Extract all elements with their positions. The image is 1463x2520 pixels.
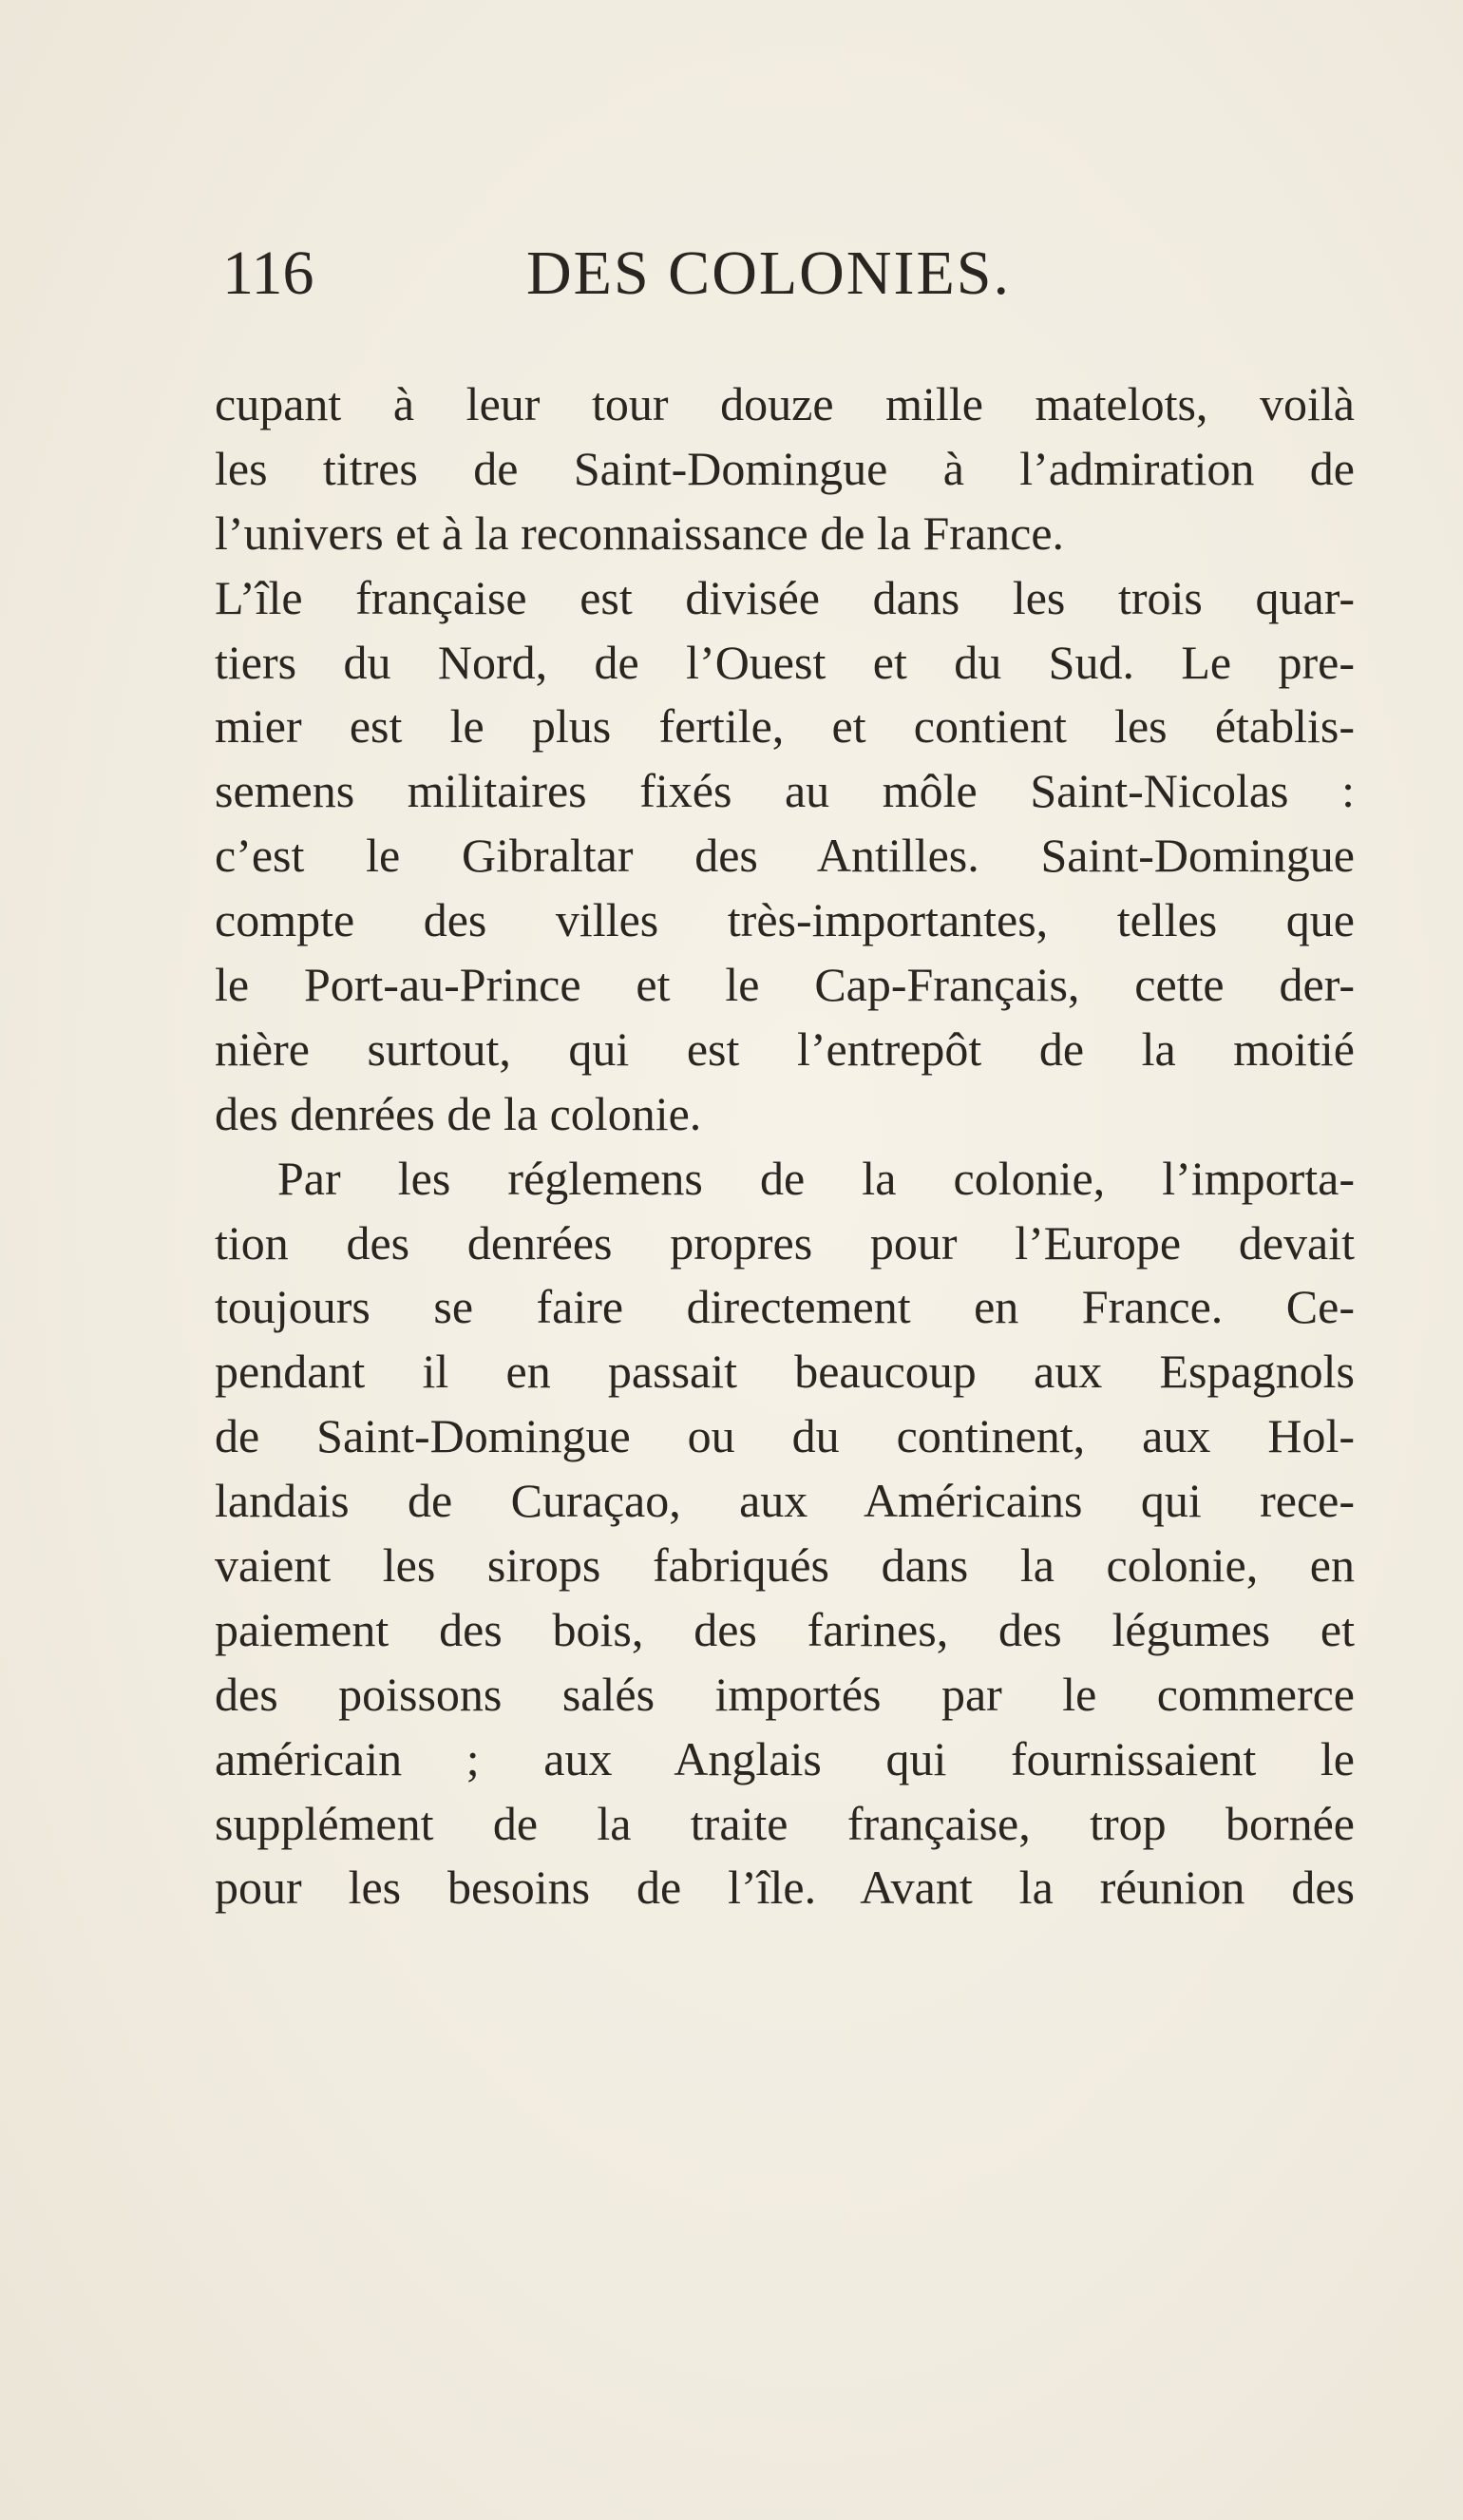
text-line: compte des villes très-importantes, telles que [215,893,1355,947]
text-line: paiement des bois, des farines, des légumes et [215,1602,1355,1656]
text-line: landais de Curaçao, aux Américains qui rece- [215,1474,1355,1528]
text-line: supplément de la traite française, trop bornée [215,1796,1355,1850]
text-line: l’univers et à la reconnaissance de la France. [215,506,1065,560]
running-title: DES COLONIES. [526,239,1012,308]
text-line: mier est le plus fertile, et contient les établis- [215,699,1355,754]
text-line: américain ; aux Anglais qui fournissaient le [215,1731,1355,1785]
text-line: pendant il en passait beaucoup aux Espagnols [215,1345,1355,1399]
text-line: toujours se faire directement en France. Ce- [215,1280,1355,1334]
text-line: L’île française est divisée dans les trois quar- [215,570,1355,624]
page-header [222,236,1286,312]
text-line: des poissons salés importés par le commerce [215,1667,1355,1721]
text-line: Par les réglemens de la colonie, l’importa- [277,1151,1355,1205]
text-line: le Port-au-Prince et le Cap-Français, cette der- [215,958,1355,1012]
text-line: tiers du Nord, de l’Ouest et du Sud. Le pre- [215,635,1355,689]
page-number: 116 [222,239,314,308]
body-text [215,372,1355,1920]
text-line: tion des denrées propres pour l’Europe devait [215,1215,1355,1270]
text-line: des denrées de la colonie. [215,1086,702,1140]
text-line: semens militaires fixés au môle Saint-Nicolas : [215,764,1355,818]
text-line: c’est le Gibraltar des Antilles. Saint-Domingue [215,829,1355,883]
text-line: pour les besoins de l’île. Avant la réunion des [215,1861,1355,1915]
text-line: cupant à leur tour douze mille matelots, voilà [215,377,1355,430]
text-line: de Saint-Domingue ou du continent, aux Hol- [215,1409,1355,1463]
text-line: nière surtout, qui est l’entrepôt de la moitié [215,1021,1355,1076]
text-line: vaient les sirops fabriqués dans la colonie, en [215,1538,1355,1593]
text-line: les titres de Saint-Domingue à l’admiration de [215,441,1355,495]
